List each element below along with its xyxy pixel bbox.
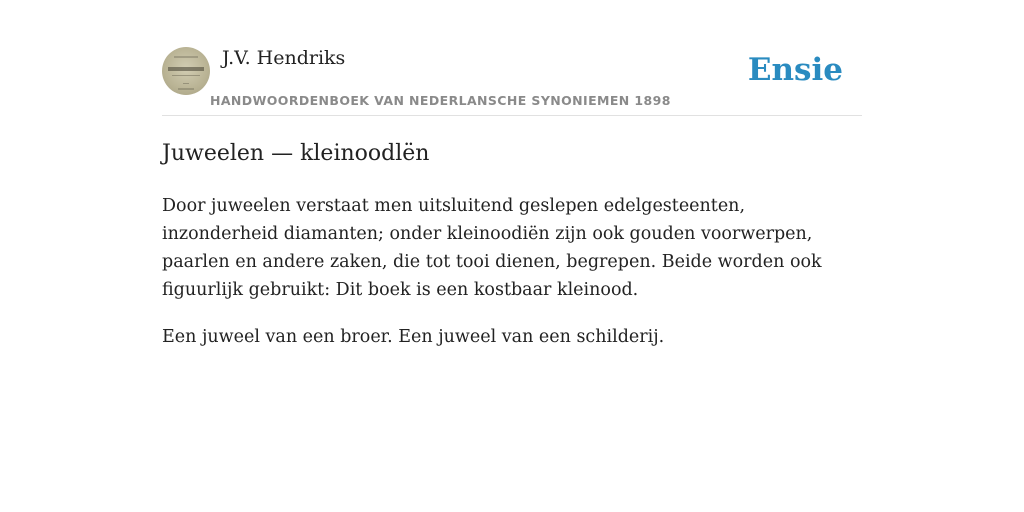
avatar-book-cover-line	[168, 67, 204, 71]
header-divider	[162, 115, 862, 116]
source-title[interactable]: HANDWOORDENBOEK VAN NEDERLANSCHE SYNONIEMEN 1898	[210, 93, 671, 108]
avatar-book-cover-line	[174, 56, 198, 58]
entry-paragraph: Een juweel van een broer. Een juweel van een schilderij.	[162, 327, 665, 347]
avatar-book-cover-line	[178, 88, 194, 90]
entry-body	[162, 192, 862, 370]
avatar-book-cover-line	[183, 83, 189, 84]
avatar-book-cover-line	[172, 75, 200, 76]
brand-logo[interactable]: Ensie	[747, 52, 843, 88]
author-avatar[interactable]	[162, 47, 210, 95]
entry-paragraph: Door juweelen verstaat men uitsluitend geslepen edelgesteenten, inzonderheid diamanten; onder kleinoodiën zijn ook gouden voorwerpen, paarlen en andere zaken, die tot tooi dienen, begrepen. Beide worden ook figuurlijk gebruikt: Dit boek is een kostbaar kleinood.	[162, 196, 822, 300]
entry-title: Juweelen — kleinoodlën	[162, 141, 430, 166]
author-name[interactable]: J.V. Hendriks	[222, 47, 346, 69]
